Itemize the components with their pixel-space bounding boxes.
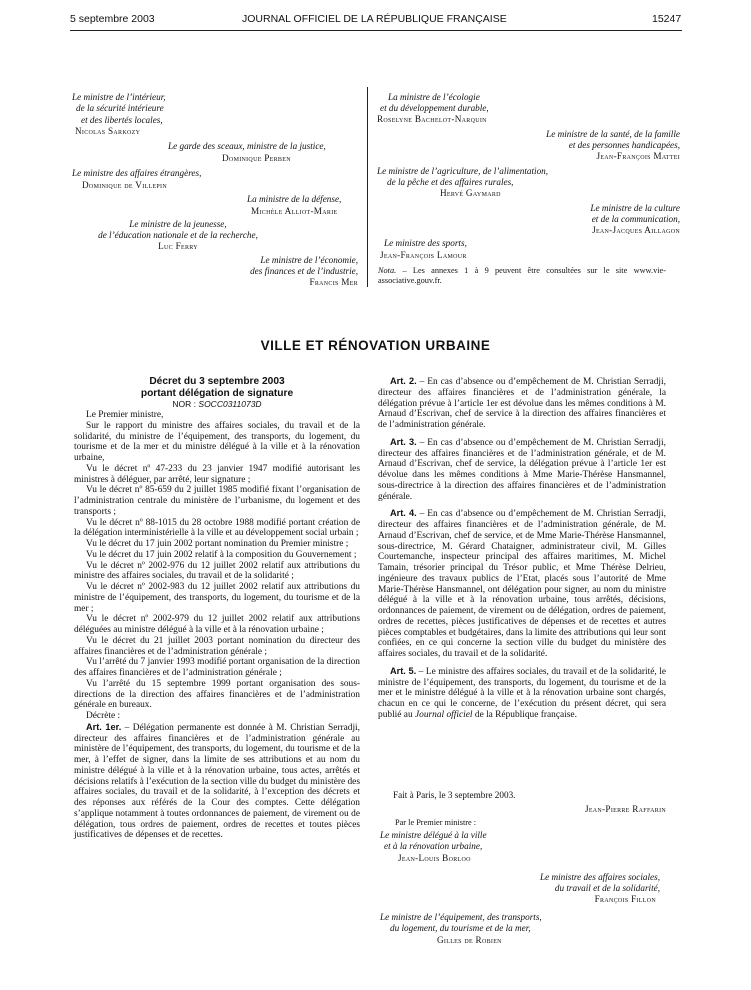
article-label: Art. 5.: [390, 665, 417, 676]
decree-right-column: [378, 376, 666, 721]
article-label: Art. 3.: [390, 436, 417, 447]
signature-name: Michèle Alliot-Marie: [251, 206, 338, 216]
signature-jeunesse: [74, 219, 282, 242]
decree-visa: Vu l’arrêté du 15 septembre 1999 portant organisation des sous-directions de la direction des affaires financières et de l’administration générale en bureaux.: [74, 678, 360, 711]
signature-title-line: Le ministre de la jeunesse,: [129, 219, 227, 229]
decree-visa: Vu le décret nº 2002-976 du 12 juillet 2002 relatif aux attributions du ministre des affaires sociales, du travail et de la solidarité ;: [74, 560, 360, 582]
decree-visa: Vu le décret nº 88-1015 du 28 octobre 1988 modifié portant création de la délégation interministérielle à la ville et au développement social urbain ;: [74, 517, 360, 539]
signature-name: Hervé Gaymard: [440, 188, 501, 198]
signature-name: Roselyne Bachelot-Narquin: [377, 114, 487, 124]
signature-ecologie: [380, 92, 489, 115]
signature-name: Jean-François Mattei: [596, 151, 680, 161]
signature-title-line: des finances et de l’industrie,: [250, 266, 358, 277]
signature-title-line: Le ministre délégué à la ville: [380, 830, 487, 840]
decree-visa: Vu le décret nº 85-659 du 2 juillet 1985 modifié fixant l’organisation de l’administration centrale du ministère de l’urbanisme, du logement et des transports ;: [74, 485, 360, 517]
signature-equipement: [380, 912, 542, 934]
header-date: 5 septembre 2003: [70, 13, 155, 25]
signature-title-line: Le ministre de la culture: [590, 203, 680, 213]
decree-intro: Le Premier ministre,: [86, 410, 164, 420]
decree-visa: Vu le décret nº 47-233 du 23 janvier 1947 modifié autorisant les ministres à déléguer, par arrêté, leur signature ;: [74, 463, 360, 485]
signature-title-line: du travail et de la solidarité,: [554, 883, 660, 893]
signature-title-line: Le ministre de l’équipement, des transports,: [380, 912, 542, 922]
signature-title-line: Le ministre de l’intérieur,: [72, 92, 166, 102]
signature-name: Dominique Perben: [222, 153, 291, 163]
decree-visa: Vu le décret du 17 juin 2002 portant nomination du Premier ministre ;: [86, 539, 349, 549]
signature-title-line: et du développement durable,: [380, 103, 489, 114]
signature-name: Jean-Louis Borloo: [398, 853, 471, 863]
signature-sports: Le ministre des sports,: [384, 238, 467, 248]
signature-name: Jean-Pierre Raffarin: [584, 804, 666, 814]
fait-a-paris: Fait à Paris, le 3 septembre 2003.: [393, 790, 516, 800]
signature-name: François Fillon: [594, 894, 656, 904]
signature-title-line: Le ministre de l’économie,: [260, 255, 358, 265]
signature-title-line: et des personnes handicapées,: [568, 140, 680, 151]
article-4: [378, 508, 666, 660]
nota-text: – Les annexes 1 à 9 peuvent être consultées sur le site www.vie-associative.gouv.fr.: [378, 266, 666, 285]
signature-economie: [196, 255, 358, 278]
article-5: [378, 666, 666, 721]
signature-sociales: [470, 872, 660, 894]
header-journal-title: JOURNAL OFFICIEL DE LA RÉPUBLIQUE FRANÇAISE: [242, 13, 507, 25]
header-rule: [70, 30, 682, 31]
decree-title: [74, 376, 360, 399]
decree-visa: Vu le décret du 21 juillet 2003 portant nomination du directeur des affaires financières et de l’administration générale ;: [74, 635, 360, 657]
nor-reference: [74, 399, 360, 410]
signature-name: Luc Ferry: [158, 241, 198, 251]
signature-name: Francis Mer: [309, 277, 358, 287]
article-text: de la République française.: [472, 709, 577, 720]
signature-agriculture: [377, 166, 548, 189]
journal-officiel: Journal officiel: [414, 709, 473, 720]
header-page-number: 15247: [652, 13, 682, 25]
decree-visa: Vu le décret nº 2002-979 du 12 juillet 2002 relatif aux attributions déléguées au ministre délégué à la ville et à la rénovation urbaine ;: [74, 614, 360, 635]
article-1: [74, 722, 360, 841]
signature-title-line: du logement, du tourisme et de la mer,: [390, 923, 531, 933]
signature-title-line: et des libertés locales,: [81, 114, 163, 125]
nor-code: SOCC0311073D: [198, 399, 262, 409]
signature-title-line: de l’éducation nationale et de la recherche,: [98, 230, 258, 241]
par-le-premier-ministre: Par le Premier ministre :: [395, 818, 477, 827]
nota-label: Nota.: [378, 266, 397, 275]
article-label: Art. 4.: [390, 508, 417, 519]
article-label: Art. 2.: [390, 376, 417, 386]
signature-name: Jean-Jacques Aillagon: [592, 225, 680, 235]
article-label: Art. 1er.: [86, 721, 122, 732]
signature-name: Jean-François Lamour: [380, 250, 467, 260]
signature-title-line: La ministre de l’écologie: [388, 92, 480, 102]
signature-title-line: Le ministre des affaires sociales,: [539, 872, 660, 882]
decree-decrete: Décrète :: [86, 711, 121, 721]
signature-ville: [380, 830, 487, 852]
decree-visa: Vu l’arrêté du 7 janvier 1993 modifié portant organisation de la direction des affaires financières et de l’administration générale ;: [74, 657, 360, 678]
signature-culture: [480, 203, 680, 226]
signature-name: Nicolas Sarkozy: [75, 126, 141, 136]
decree-left-column: [74, 376, 360, 841]
article-text: – Délégation permanente est donnée à M. Christian Serradji, directeur des affaires financières et de l’administration générale au ministère de l’équipement, des transports, du logement, du tourisme et de la mer, à l’effet de signer, dans la limite de ses attributions et au nom du ministre délégué à la ville et à la rénovation urbaine, tous actes, arrêtés et décisions relatifs à l’exécution de la section ville du budget du ministère des affaires sociales, du travail et de la solidarité, à l’exception des décrets et des réponses aux référés de la Cour des comptes. Cette délégation s’applique notamment à toutes ordonnances de paiement, de virement ou de délégation, tous ordres de paiement, ordres de recettes et toutes pièces justificatives de dépenses et de recettes.: [74, 722, 361, 841]
signature-title-line: et de la communication,: [591, 214, 680, 225]
article-text: – Le ministre des affaires sociales, du travail et de la solidarité, le ministre de l’équipement, des transports, du logement, du tourisme et de la mer et le ministre délégué à la ville et à la rénovation urbaine sont chargés, chacun en ce qui le concerne, de l’exécution du présent décret, qui sera publié au: [378, 666, 666, 720]
decree-visa: Vu le décret nº 2002-983 du 12 juillet 2002 relatif aux attributions du ministre de l’équipement, des transports, du logement, du tourisme et de la mer ;: [74, 582, 360, 614]
signature-name: Dominique de Villepin: [82, 180, 167, 190]
decree-visa: Vu le décret du 17 juin 2002 relatif à la composition du Gouvernement ;: [86, 549, 357, 560]
signature-etrangeres: Le ministre des affaires étrangères,: [72, 168, 202, 178]
nor-label: NOR :: [172, 399, 199, 409]
article-text: – En cas d’absence ou d’empêchement de M. Christian Serradji, directeur des affaires financières et de l’administration générale, de M. Arnaud d’Escrivan, chef de service, et de Mme Marie-Thérèse Hansmannel, sous-directrice, M. Gérard Chataigner, administrateur civil, M. Gilles Courtemanche, inspecteur principal des affaires maritimes, M. Michel Tamain, trésorier principal du Trésor public, et Mme Thérèse Delrieu, ingénieure des travaux publics de l’Etat, placés sous l’autorité de Mme Marie-Thérèse Hansmannel, ont délégation pour signer, au nom du ministre délégué à la ville et à la rénovation urbaine, tous arrêtés, décisions, ordonnances de paiement, de virement ou de délégation, ordres de paiement, ordres de recettes, pièces justificatives de dépenses et de recettes et autres pièces comptables et budgétaires, dans la limite des attributions qui leur sont confiées, en ce qui concerne la section ville du budget du ministère des affaires sociales, du travail et de la solidarité.: [378, 509, 666, 659]
column-divider: [367, 87, 368, 287]
signature-name: Gilles de Robien: [437, 935, 502, 945]
decree-title-line: portant délégation de signature: [140, 387, 294, 399]
decree-title-line: Décret du 3 septembre 2003: [149, 376, 285, 387]
signature-title-line: de la pêche et des affaires rurales,: [387, 177, 514, 188]
signature-title-line: et à la rénovation urbaine,: [384, 841, 483, 851]
article-2: [378, 376, 666, 431]
signature-justice: Le garde des sceaux, ministre de la justice,: [168, 141, 326, 151]
signature-title-line: Le ministre de l’agriculture, de l’alimentation,: [377, 166, 549, 176]
signature-defense: La ministre de la défense,: [247, 194, 342, 204]
section-title: VILLE ET RÉNOVATION URBAINE: [260, 338, 491, 353]
signature-interieur: [72, 92, 166, 126]
article-text: – En cas d’absence ou d’empêchement de M. Christian Serradji, directeur des affaires financières et de l’administration générale, la délégation prévue à l’article 1er est dévolue dans les mêmes conditions à M. Arnaud d’Escrivan, chef de service à la direction des affaires financières et de l’administration générale.: [378, 377, 666, 430]
article-text: – En cas d’absence ou d’empêchement de M. Christian Serradji, directeur des affaires financières et de l’administration générale, et de M. Arnaud d’Escrivan, chef de service, la délégation prévue à l’article 1er est dévolue dans les mêmes conditions à Mme Marie-Thérèse Hansmannel, sous-directrice à la direction des affaires financières et de l’administration générale.: [378, 437, 666, 502]
signature-title-line: de la sécurité intérieure: [76, 103, 164, 114]
nota-annexes: [378, 266, 666, 286]
article-3: [378, 437, 666, 503]
signature-title-line: Le ministre de la santé, de la famille: [546, 129, 680, 139]
decree-visa: Sur le rapport du ministre des affaires sociales, du travail et de la solidarité, du ministre de l’équipement, des transports, du logement, du tourisme et de la mer et du ministre délégué à la ville et à la rénovation urbaine,: [74, 420, 360, 463]
signature-sante: [470, 129, 680, 152]
